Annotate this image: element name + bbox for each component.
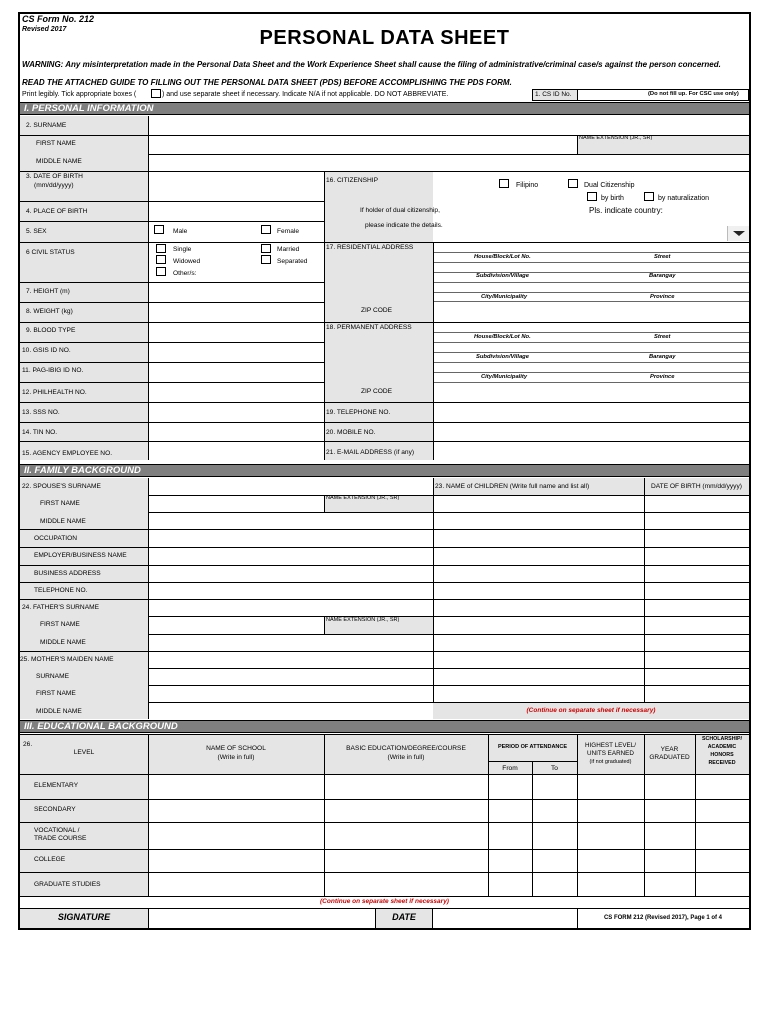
course-header: BASIC EDUCATION/DEGREE/COURSE [346,745,466,752]
res-barangay-label: Barangay [649,273,676,279]
female-label: Female [277,228,299,235]
sss-label: 13. SSS NO. [22,409,60,416]
section-education-title: III. EDUCATIONAL BACKGROUND [24,721,178,732]
section-personal-information [20,102,749,115]
perm-province-label: Province [650,374,675,380]
separated-label: Separated [277,258,308,265]
mother-surname-label: SURNAME [36,673,69,680]
first-name-label: FIRST NAME [36,140,76,147]
pds-form-page [18,12,751,930]
period-header: PERIOD OF ATTENDANCE [497,744,568,750]
country-dropdown-button[interactable] [727,226,749,241]
widowed-label: Widowed [173,258,201,265]
mother-maiden-label: 25. MOTHER'S MAIDEN NAME [20,656,114,663]
citizenship-label: 16. CITIZENSHIP [326,177,379,184]
graduated-header: GRADUATED [649,754,690,761]
tick-sample-checkbox-icon [151,89,161,98]
form-revised: Revised 2017 [22,26,67,33]
perm-street-label: Street [654,334,671,340]
section-personal-title: I. PERSONAL INFORMATION [24,103,154,114]
res-zipcode-label: ZIP CODE [361,307,393,314]
section-family-title: II. FAMILY BACKGROUND [24,465,141,476]
mother-first-name-label: FIRST NAME [36,690,76,697]
level-elementary: ELEMENTARY [34,782,79,789]
married-label: Married [277,246,300,253]
pob-label: 4. PLACE OF BIRTH [26,208,88,215]
children-dob-label: DATE OF BIRTH (mm/dd/yyyy) [651,483,742,490]
education-number-label: 26. [23,741,33,748]
perm-barangay-label: Barangay [649,354,676,360]
mobile-label: 20. MOBILE NO. [326,429,376,436]
date-field[interactable] [433,908,578,930]
honors-header-c: HONORS [710,752,734,758]
units-earned-header: UNITS EARNED [587,750,634,757]
education-continue-note: (Continue on separate sheet if necessary) [320,898,449,905]
gsis-label: 10. GSIS ID NO. [22,347,71,354]
highest-level-header: HIGHEST LEVEL/ [585,742,636,749]
cs-id-note: (Do not fill up. For CSC use only) [648,91,739,97]
civil-status-label: 6 CIVIL STATUS [26,249,75,256]
section-educational-background [20,720,749,733]
period-to-header: To [551,765,558,772]
by-birth-checkbox-icon[interactable] [587,192,597,201]
date-label: DATE [392,912,416,922]
female-checkbox-icon[interactable] [261,225,271,234]
middle-name-label: MIDDLE NAME [36,158,82,165]
pagibig-label: 11. PAG-IBIG ID NO. [22,367,84,374]
mother-middle-name-label: MIDDLE NAME [36,708,82,715]
filipino-label: Filipino [516,182,539,189]
signature-field[interactable] [148,908,375,930]
father-surname-label: 24. FATHER'S SURNAME [22,604,99,611]
father-first-name-label: FIRST NAME [40,621,80,628]
father-middle-name-label: MIDDLE NAME [40,639,86,646]
permanent-address-label: 18. PERMANENT ADDRESS [326,324,412,331]
surname-label: 2. SURNAME [26,122,67,129]
father-name-ext-label: NAME EXTENSION (JR., SR) [326,617,400,623]
male-checkbox-icon[interactable] [154,225,164,234]
instructions-b: ) and use separate sheet if necessary. Indicate N/A if not applicable. DO NOT ABBREVIATE. [162,91,449,98]
guide-text: READ THE ATTACHED GUIDE TO FILLING OUT THE PERSONAL DATA SHEET (PDS) BEFORE ACCOMPLISHING THE PDS FORM. [22,78,512,87]
telephone-label: 19. TELEPHONE NO. [326,409,391,416]
spouse-surname-label: 22. SPOUSE'S SURNAME [22,483,101,490]
school-name-header: NAME OF SCHOOL [206,745,266,752]
section-family-background [20,464,749,477]
warning-text: WARNING: Any misinterpretation made in the Personal Data Sheet and the Work Experience Sheet shall cause the filing of administrative/criminal case/s against the person concerned. [22,60,721,69]
level-trade-course: TRADE COURSE [34,835,87,842]
male-label: Male [173,228,188,235]
name-extension-label: NAME EXTENSION (JR., SR) [579,135,653,141]
tin-label: 14. TIN NO. [22,429,58,436]
email-label: 21. E-MAIL ADDRESS (if any) [326,449,415,456]
res-house-label: House/Block/Lot No. [474,254,531,260]
filipino-checkbox-icon[interactable] [499,179,509,188]
education-level-header: LEVEL [73,749,95,756]
period-from-header: From [502,765,518,772]
widowed-checkbox-icon[interactable] [156,255,166,264]
residential-address-label: 17. RESIDENTIAL ADDRESS [326,244,414,251]
perm-zipcode-label: ZIP CODE [361,388,393,395]
res-province-label: Province [650,294,675,300]
res-subdivision-label: Subdivision/Village [476,273,529,279]
family-continue-note: (Continue on separate sheet if necessary) [526,707,656,714]
spouse-middle-name-label: MIDDLE NAME [40,518,86,525]
page-title: PERSONAL DATA SHEET [259,27,510,49]
school-name-subheader: (Write in full) [217,754,255,761]
res-city-label: City/Municipality [481,294,528,300]
agency-employee-label: 15. AGENCY EMPLOYEE NO. [22,450,113,457]
res-street-label: Street [654,254,671,260]
height-label: 7. HEIGHT (m) [26,288,70,295]
year-header: YEAR [660,746,679,753]
by-birth-label: by birth [601,195,624,202]
employer-label: EMPLOYER/BUSINESS NAME [34,552,127,559]
weight-label: 8. WEIGHT (kg) [26,308,73,315]
level-vocational: VOCATIONAL / [34,827,80,834]
perm-subdivision-label: Subdivision/Village [476,354,529,360]
form-number: CS Form No. 212 [22,14,95,24]
sex-label: 5. SEX [26,228,47,235]
dual-note-a: If holder of dual citizenship, [360,207,440,214]
course-subheader: (Write in full) [387,754,425,761]
level-secondary: SECONDARY [34,806,76,813]
business-address-label: BUSINESS ADDRESS [34,570,101,577]
country-select[interactable] [433,222,749,242]
single-checkbox-icon[interactable] [156,244,166,253]
perm-house-label: House/Block/Lot No. [474,334,531,340]
blood-type-label: 9. BLOOD TYPE [26,327,76,334]
children-label: 23. NAME of CHILDREN (Write full name and list all) [435,483,590,490]
level-graduate-studies: GRADUATE STUDIES [34,881,101,888]
others-checkbox-icon[interactable] [156,267,166,276]
dual-note-b: please indicate the details. [365,222,443,229]
married-checkbox-icon[interactable] [261,244,271,253]
triangle-down-icon [728,226,750,241]
indicate-country-label: Pls. indicate country: [589,206,663,215]
by-naturalization-label: by naturalization [658,195,709,202]
others-label: Other/s: [173,270,197,277]
level-college: COLLEGE [34,856,66,863]
cs-id-label: 1. CS ID No. [535,91,572,98]
instructions-a: Print legibly. Tick appropriate boxes ( [22,91,137,98]
dual-citizenship-label: Dual Citizenship [584,182,635,189]
by-naturalization-checkbox-icon[interactable] [644,192,654,201]
separated-checkbox-icon[interactable] [261,255,271,264]
honors-header-b: ACADEMIC [707,744,737,750]
if-not-graduated-header: (if not graduated) [589,759,632,765]
spouse-name-ext-label: NAME EXTENSION (JR., SR) [326,495,400,501]
dob-label: 3. DATE OF BIRTH [26,173,83,180]
single-label: Single [173,246,192,253]
honors-header-a: SCHOLARSHIP/ [701,736,743,742]
spouse-telephone-label: TELEPHONE NO. [34,587,88,594]
philhealth-label: 12. PHILHEALTH NO. [22,389,87,396]
spouse-first-name-label: FIRST NAME [40,500,80,507]
signature-label: SIGNATURE [57,912,111,922]
dob-format-label: (mm/dd/yyyy) [34,182,74,189]
dual-citizenship-checkbox-icon[interactable] [568,179,578,188]
page-info: CS FORM 212 (Revised 2017), Page 1 of 4 [603,915,723,921]
occupation-label: OCCUPATION [34,535,77,542]
perm-city-label: City/Municipality [481,374,528,380]
honors-header-d: RECEIVED [708,760,736,766]
